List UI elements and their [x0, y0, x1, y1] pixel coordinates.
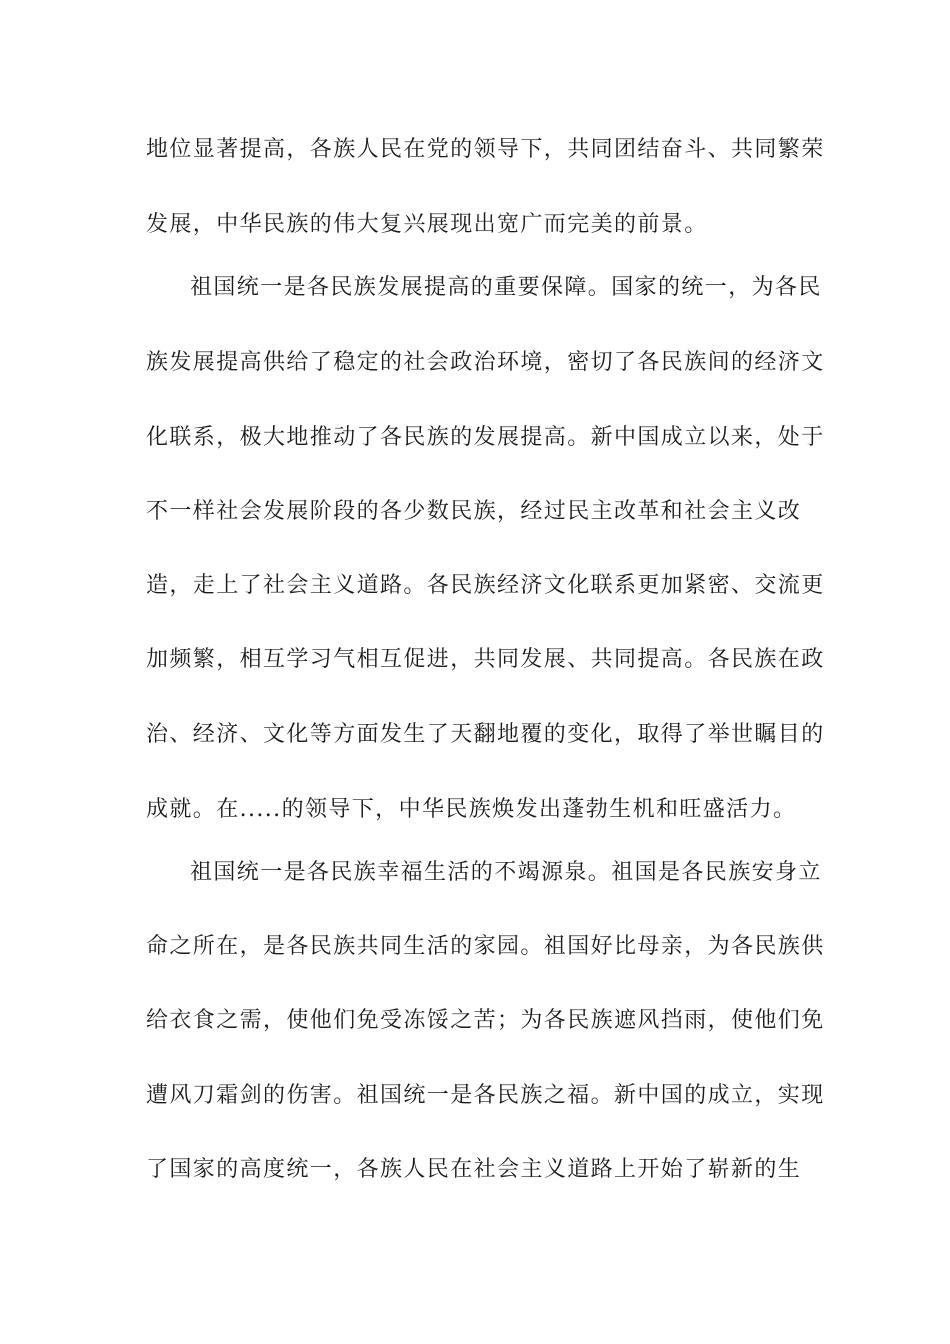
text-line: 治、经济、文化等方面发生了天翻地覆的变化，取得了举世瞩目的	[146, 722, 825, 747]
text-line: 给衣食之需，使他们免受冻馁之苦；为各民族遮风挡雨，使他们免	[146, 1008, 825, 1033]
paragraph-first-line: 祖国统一是各民族发展提高的重要保障。国家的统一，为各民	[190, 275, 822, 300]
text-line: 造，走上了社会主义道路。各民族经济文化联系更加紧密、交流更	[146, 573, 825, 598]
text-line: 加频繁，相互学习气相互促进，共同发展、共同提高。各民族在政	[146, 647, 825, 672]
text-line: 化联系，极大地推动了各民族的发展提高。新中国成立以来，处于	[146, 425, 825, 450]
text-line: 命之所在，是各民族共同生活的家园。祖国好比母亲，为各民族供	[146, 934, 825, 959]
paragraph-first-line: 祖国统一是各民族幸福生活的不竭源泉。祖国是各民族安身立	[190, 860, 822, 885]
text-line: 地位显著提高，各族人民在党的领导下，共同团结奋斗、共同繁荣	[146, 137, 825, 162]
text-line: 成就。在.....的领导下，中华民族焕发出蓬勃生机和旺盛活力。	[146, 797, 797, 822]
text-line: 了国家的高度统一，各族人民在社会主义道路上开始了崭新的生	[146, 1157, 802, 1182]
text-line: 遭风刀霜剑的伤害。祖国统一是各民族之福。新中国的成立，实现	[146, 1083, 825, 1108]
text-line: 发展，中华民族的伟大复兴展现出宽广而完美的前景。	[146, 212, 708, 237]
text-line: 不一样社会发展阶段的各少数民族，经过民主改革和社会主义改	[146, 499, 802, 524]
text-line: 族发展提高供给了稳定的社会政治环境，密切了各民族间的经济文	[146, 350, 825, 375]
